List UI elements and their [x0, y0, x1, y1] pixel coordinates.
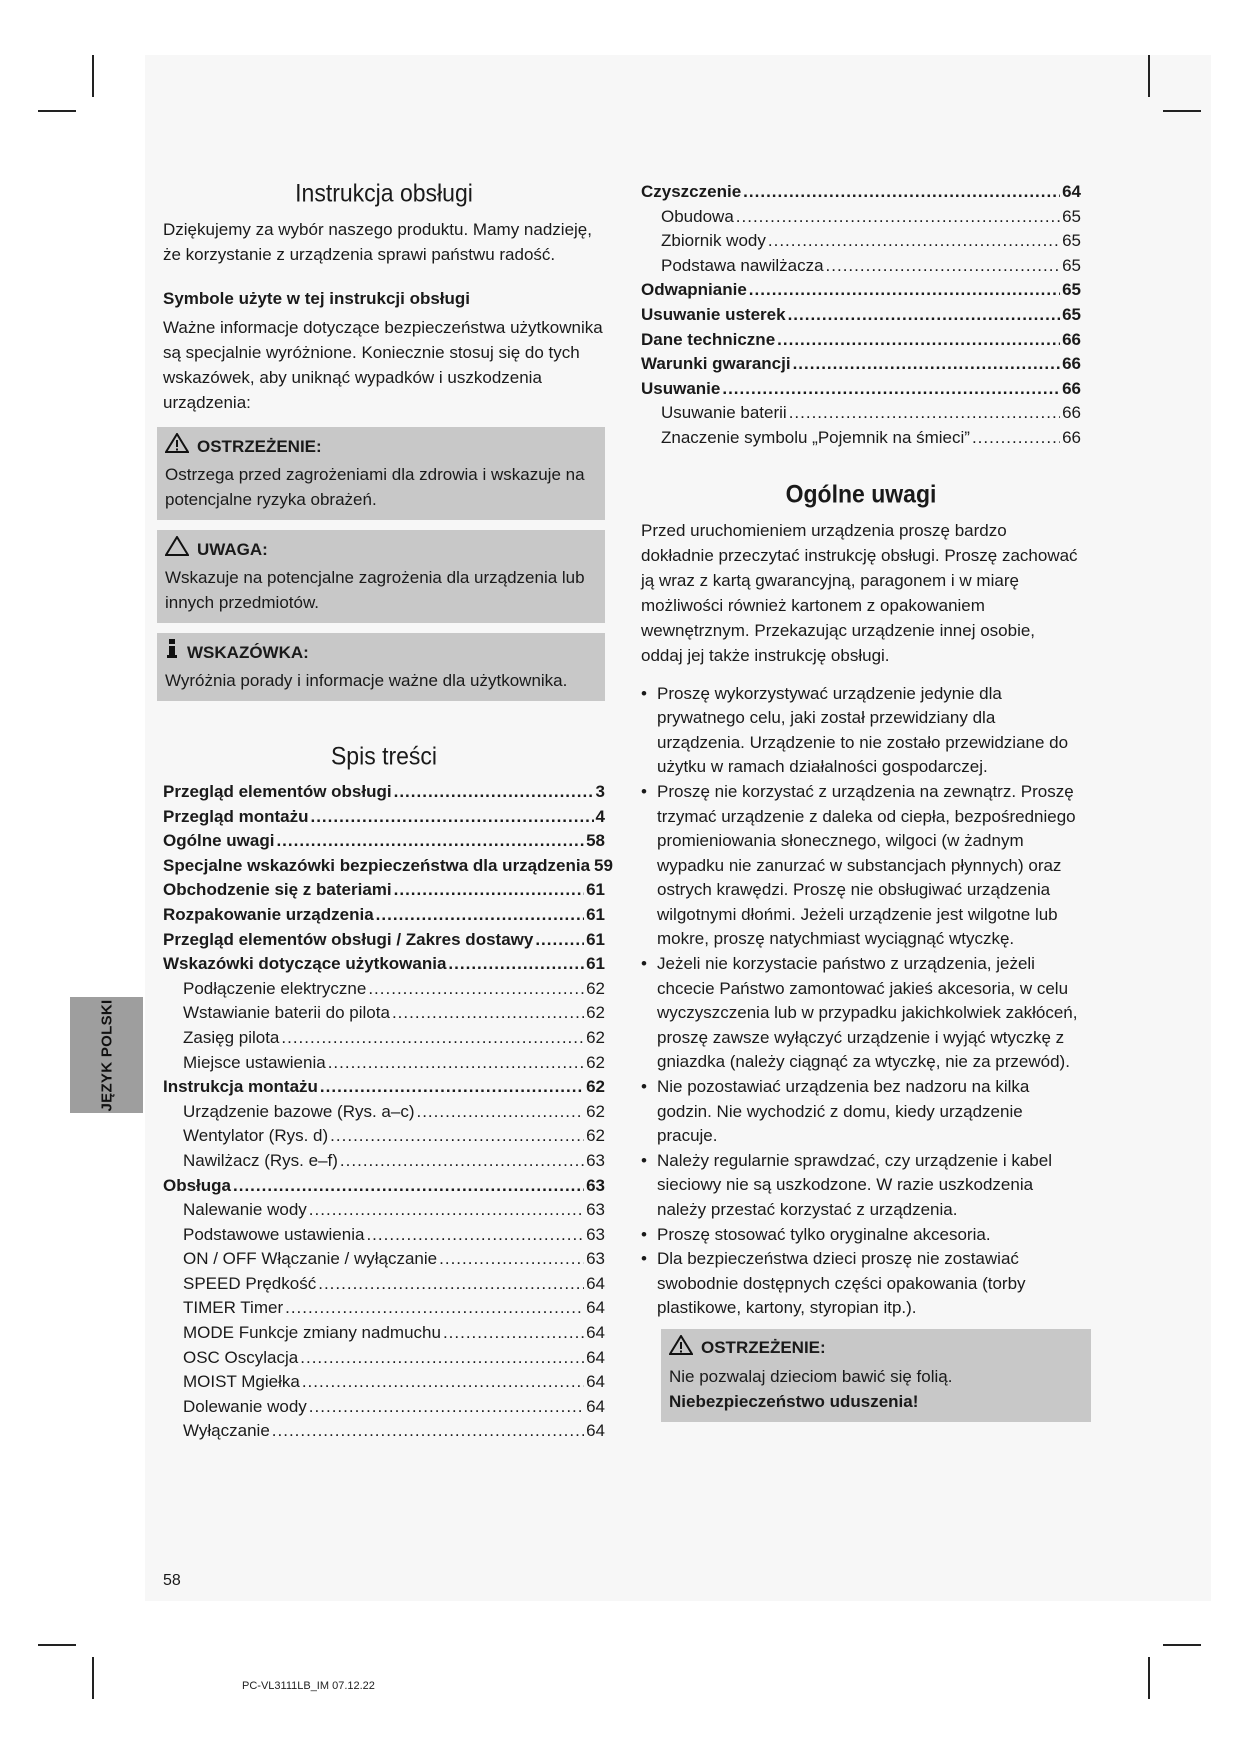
warning-box: [157, 427, 605, 520]
toc-entry-page: 63: [586, 1200, 605, 1220]
toc-entry-label: Usuwanie usterek: [641, 304, 786, 324]
toc-entry: [641, 180, 1081, 205]
toc-entry-page: 66: [1062, 329, 1081, 349]
toc-leader-dots: [736, 205, 1060, 230]
toc-entry-label: SPEED Prędkość: [183, 1273, 317, 1293]
toc-entry: [163, 829, 605, 854]
toc-entry-page: 63: [586, 1224, 605, 1244]
toc-leader-dots: [826, 254, 1061, 279]
symbols-heading: Symbole użyte w tej instrukcji obsługi: [163, 289, 471, 308]
toc-entry-page: 59: [594, 855, 613, 875]
toc-entry-page: 64: [586, 1347, 605, 1367]
toc-entry-label: Przegląd elementów obsługi / Zakres dostawy: [163, 929, 534, 949]
toc-entry-page: 58: [586, 831, 605, 851]
toc-entry-page: 66: [1062, 354, 1081, 374]
toc-entry-page: 65: [1062, 304, 1081, 324]
caution-title: UWAGA:: [197, 539, 268, 559]
toc-leader-dots: [749, 278, 1060, 303]
toc-entry-label: Usuwanie: [641, 378, 721, 398]
toc-entry: [163, 1100, 605, 1125]
toc-entry-label: Instrukcja montażu: [163, 1077, 318, 1097]
toc-entry-page: 61: [586, 904, 605, 924]
toc-entry-page: 66: [1062, 427, 1081, 447]
toc-entry: [163, 805, 605, 830]
toc-entry-label: Wskazówki dotyczące użytkowania: [163, 954, 447, 974]
crop-mark: [1148, 55, 1150, 97]
toc-entry-page: 63: [586, 1150, 605, 1170]
toc-entry: [163, 928, 605, 953]
toc-leader-dots: [272, 1419, 584, 1444]
toc-leader-dots: [281, 1026, 584, 1051]
toc-leader-dots: [320, 1075, 584, 1100]
child-warning-text: Nie pozwalaj dzieciom bawić się folią.: [669, 1366, 953, 1386]
toc-leader-dots: [309, 1198, 584, 1223]
toc-leader-dots: [318, 1272, 584, 1297]
toc-entry-label: Wyłączanie: [183, 1421, 270, 1441]
note-title: WSKAZÓWKA:: [187, 642, 309, 662]
toc-entry-page: 63: [586, 1249, 605, 1269]
toc-entry: [163, 854, 613, 879]
toc-entry: [163, 1272, 605, 1297]
toc-leader-dots: [366, 1223, 584, 1248]
toc-entry-label: Miejsce ustawienia: [183, 1052, 326, 1072]
toc-entry: [163, 1026, 605, 1051]
toc-entry-label: Obsługa: [163, 1175, 232, 1195]
bullet-item: • Proszę nie korzystać z urządzenia na zewnątrz. Proszę trzymać urządzenie z daleka od ciepła, bezpośredniego promieniowania słonecznego, wilgoci (w żadnym wypadku nie zanurzać w substancjach płynnych) oraz ostrych krawędzi. Proszę nie obsługiwać urządzenia wilgotnymi dłońmi. Jeżeli urządzenie jest wilgotne lub mokre, proszę natychmiast wyciągnąć wtyczkę.: [641, 780, 1081, 952]
footer-code: PC-VL3111LB_IM 07.12.22: [242, 1680, 375, 1692]
toc-entry: [163, 1321, 605, 1346]
toc-leader-dots: [310, 805, 593, 830]
toc-entry-page: 66: [1062, 403, 1081, 423]
toc-entry: [641, 254, 1081, 279]
toc-entry-page: 62: [586, 1077, 605, 1097]
toc-entry-label: Nawilżacz (Rys. e–f): [183, 1150, 338, 1170]
crop-mark: [92, 1657, 94, 1699]
toc-entry-label: Obudowa: [661, 206, 734, 226]
toc-entry-page: 65: [1062, 206, 1081, 226]
toc-leader-dots: [788, 303, 1061, 328]
general-notes-bullets: [641, 682, 1081, 1321]
toc-entry-page: 4: [595, 806, 605, 826]
toc-leader-dots: [722, 377, 1060, 402]
toc-leader-dots: [392, 1001, 584, 1026]
toc-entry: [641, 401, 1081, 426]
toc-entry-page: 64: [586, 1298, 605, 1318]
toc-entry: [641, 352, 1081, 377]
toc-title: Spis treści: [330, 741, 438, 770]
page-number: 58: [163, 1572, 181, 1589]
toc-leader-dots: [330, 1124, 584, 1149]
note-box: [157, 633, 605, 701]
crop-mark: [1148, 1657, 1150, 1699]
page-title: Instrukcja obsługi: [295, 178, 473, 207]
toc-entry: [641, 303, 1081, 328]
crop-mark: [38, 1644, 76, 1646]
toc-leader-dots: [302, 1370, 584, 1395]
toc-leader-dots: [777, 328, 1060, 353]
toc-leader-dots: [416, 1100, 584, 1125]
toc-entry-label: Podłączenie elektryczne: [183, 978, 367, 998]
toc-entry: [163, 1124, 605, 1149]
crop-mark: [1163, 1644, 1201, 1646]
toc-entry-label: Odwapnianie: [641, 280, 747, 300]
bullet-item: • Dla bezpieczeństwa dzieci proszę nie zostawiać swobodnie dostępnych części opakowania (torby plastikowe, kartony, styropian itp.).: [641, 1247, 1081, 1321]
toc-leader-dots: [276, 829, 584, 854]
toc-entry: [641, 377, 1081, 402]
toc-entry-page: 61: [586, 929, 605, 949]
warning-title: OSTRZEŻENIE:: [197, 436, 322, 456]
toc-entry-label: Obchodzenie się z bateriami: [163, 880, 392, 900]
crop-mark: [92, 55, 94, 97]
toc-leader-dots: [535, 928, 584, 953]
warning-text: Ostrzega przed zagrożeniami dla zdrowia i wskazuje na potencjalne ryzyka obrażeń.: [165, 465, 585, 509]
toc-entry: [163, 1395, 605, 1420]
toc-entry-label: Warunki gwarancji: [641, 354, 791, 374]
toc-leader-dots: [743, 180, 1060, 205]
toc-leader-dots: [368, 977, 584, 1002]
toc-entry: [641, 205, 1081, 230]
toc-entry-label: Przegląd montażu: [163, 806, 309, 826]
toc-entry-page: 65: [1062, 231, 1081, 251]
toc-entry: [163, 1075, 605, 1100]
general-notes-title: Ogólne uwagi: [785, 479, 937, 508]
toc-entry-page: 62: [586, 978, 605, 998]
child-warning-title: OSTRZEŻENIE:: [701, 1338, 826, 1358]
toc-entry-label: Zbiornik wody: [661, 231, 766, 251]
toc-entry: [163, 952, 605, 977]
toc-entry: [641, 229, 1081, 254]
toc-entry-label: Specjalne wskazówki bezpieczeństwa dla urządzenia: [163, 855, 591, 875]
toc-leader-dots: [789, 401, 1060, 426]
toc-entry: [163, 1051, 605, 1076]
warning-triangle-icon: [165, 433, 189, 460]
bullet-item: • Proszę stosować tylko oryginalne akcesoria.: [641, 1223, 1081, 1248]
toc-entry: [163, 1296, 605, 1321]
toc-entry-label: ON / OFF Włączanie / wyłączanie: [183, 1249, 438, 1269]
toc-entry: [163, 1346, 605, 1371]
toc-leader-dots: [793, 352, 1061, 377]
toc-leader-dots: [439, 1247, 584, 1272]
left-column: [163, 178, 613, 1444]
toc-entry-page: 64: [1062, 182, 1081, 201]
language-tab-label: JĘZYK POLSKI: [98, 999, 115, 1111]
bullet-item: • Należy regularnie sprawdzać, czy urządzenie i kabel sieciowy nie są uszkodzone. W razie uszkodzenia należy przestać korzystać z urządzenia.: [641, 1149, 1081, 1223]
toc-entry-label: Znaczenie symbolu „Pojemnik na śmieci”: [661, 427, 970, 447]
toc-entry-label: Czyszczenie: [641, 182, 742, 201]
crop-mark: [38, 110, 76, 112]
toc-entry-page: 65: [1062, 255, 1081, 275]
toc-leader-dots: [394, 878, 584, 903]
toc-leader-dots: [309, 1395, 584, 1420]
toc-leader-dots: [443, 1321, 584, 1346]
toc-entry-page: 63: [586, 1175, 605, 1195]
caution-text: Wskazuje na potencjalne zagrożenia dla urządzenia lub innych przedmiotów.: [165, 568, 585, 612]
caution-triangle-icon: [165, 536, 189, 563]
toc-entry-page: 62: [586, 1027, 605, 1047]
toc-leader-dots: [972, 426, 1060, 451]
toc-entry-page: 62: [586, 1052, 605, 1072]
toc-entry-label: Rozpakowanie urządzenia: [163, 904, 374, 924]
toc-entry-label: Podstawowe ustawienia: [183, 1224, 365, 1244]
note-text: Wyróżnia porady i informacje ważne dla użytkownika.: [165, 671, 568, 690]
crop-mark: [1163, 110, 1201, 112]
toc-entry-label: TIMER Timer: [183, 1298, 284, 1318]
toc-entry-label: Dane techniczne: [641, 329, 776, 349]
toc-right-list: [641, 180, 1081, 451]
toc-entry: [641, 278, 1081, 303]
toc-entry-label: Nalewanie wody: [183, 1200, 307, 1220]
toc-entry-page: 66: [1062, 378, 1081, 398]
toc-entry-page: 61: [586, 954, 605, 974]
toc-entry: [163, 977, 605, 1002]
info-icon: [165, 639, 179, 666]
toc-entry-label: Wstawianie baterii do pilota: [183, 1003, 390, 1023]
warning-triangle-icon: [669, 1335, 693, 1362]
toc-entry-page: 3: [595, 782, 605, 801]
toc-entry-page: 62: [586, 1126, 605, 1146]
toc-leader-dots: [448, 952, 584, 977]
toc-entry: [641, 328, 1081, 353]
bullet-item: • Proszę wykorzystywać urządzenie jedynie dla prywatnego celu, jaki został przewidziany dla urządzenia. Urządzenie to nie zostało przewidziane do użytku w ramach działalności gospodarczej.: [641, 682, 1081, 780]
toc-entry-label: Dolewanie wody: [183, 1396, 307, 1416]
toc-entry-label: MOIST Mgiełka: [183, 1372, 300, 1392]
toc-entry-label: MODE Funkcje zmiany nadmuchu: [183, 1323, 441, 1343]
toc-entry: [163, 1198, 605, 1223]
language-tab: [70, 997, 143, 1113]
toc-entry-label: OSC Oscylacja: [183, 1347, 299, 1367]
toc-leader-dots: [328, 1051, 584, 1076]
toc-entry-label: Usuwanie baterii: [661, 403, 787, 423]
child-warning-strong: Niebezpieczeństwo uduszenia!: [669, 1391, 919, 1411]
toc-leader-dots: [394, 780, 594, 805]
caution-box: [157, 530, 605, 623]
toc-entry: [163, 1174, 605, 1199]
toc-leader-dots: [376, 903, 584, 928]
toc-left-list: [163, 780, 613, 1444]
toc-entry-label: Zasięg pilota: [183, 1027, 280, 1047]
toc-leader-dots: [300, 1346, 584, 1371]
toc-entry: [163, 1370, 605, 1395]
toc-entry-page: 64: [586, 1323, 605, 1343]
intro-text: Dziękujemy za wybór naszego produktu. Mamy nadzieję, że korzystanie z urządzenia sprawi państwu radość.: [163, 220, 592, 264]
symbols-text: Ważne informacje dotyczące bezpieczeństwa użytkownika są specjalnie wyróżnione. Koniecznie stosuj się do tych wskazówek, aby uniknąć wypadków i uszkodzenia urządzenia:: [163, 318, 603, 412]
right-column: [641, 180, 1081, 1422]
toc-entry-label: Urządzenie bazowe (Rys. a–c): [183, 1101, 415, 1121]
toc-leader-dots: [340, 1149, 584, 1174]
toc-entry-page: 61: [586, 880, 605, 900]
toc-entry: [163, 1419, 605, 1444]
toc-entry-label: Podstawa nawilżacza: [661, 255, 824, 275]
toc-entry-page: 64: [586, 1372, 605, 1392]
toc-entry-page: 65: [1062, 280, 1081, 300]
toc-entry-label: Ogólne uwagi: [163, 831, 275, 851]
toc-entry: [641, 426, 1081, 451]
toc-entry: [163, 1247, 605, 1272]
toc-entry-page: 62: [586, 1003, 605, 1023]
toc-entry: [163, 878, 605, 903]
toc-entry: [163, 1149, 605, 1174]
toc-leader-dots: [233, 1174, 584, 1199]
toc-entry: [163, 1223, 605, 1248]
toc-entry-page: 64: [586, 1421, 605, 1441]
toc-entry-label: Przegląd elementów obsługi: [163, 782, 392, 801]
child-warning-box: [661, 1329, 1091, 1422]
bullet-item: • Nie pozostawiać urządzenia bez nadzoru na kilka godzin. Nie wychodzić z domu, kiedy urządzenie pracuje.: [641, 1075, 1081, 1149]
toc-entry-page: 64: [586, 1273, 605, 1293]
toc-leader-dots: [768, 229, 1060, 254]
toc-entry-page: 64: [586, 1396, 605, 1416]
toc-entry: [163, 1001, 605, 1026]
toc-entry-page: 62: [586, 1101, 605, 1121]
toc-entry: [163, 903, 605, 928]
general-notes-intro: Przed uruchomieniem urządzenia proszę bardzo dokładnie przeczytać instrukcję obsługi. Proszę zachować ją wraz z kartą gwarancyjną, paragonem i w miarę możliwości również kartonem z opakowaniem wewnętrznym. Przekazując urządzenie innej osobie, oddaj jej także instrukcję obsługi.: [641, 520, 1078, 665]
toc-entry-label: Wentylator (Rys. d): [183, 1126, 329, 1146]
bullet-item: • Jeżeli nie korzystacie państwo z urządzenia, jeżeli chcecie Państwo zamontować jakieś akcesoria, w celu wyczyszczenia lub w przypadku jakichkolwiek zakłóceń, proszę zawsze wyłączyć urządzenie i wyjąć wtyczkę z gniazdka (należy ciągnąć za wtyczkę, nie za przewód).: [641, 952, 1081, 1075]
toc-leader-dots: [285, 1296, 584, 1321]
toc-entry: [163, 780, 605, 805]
